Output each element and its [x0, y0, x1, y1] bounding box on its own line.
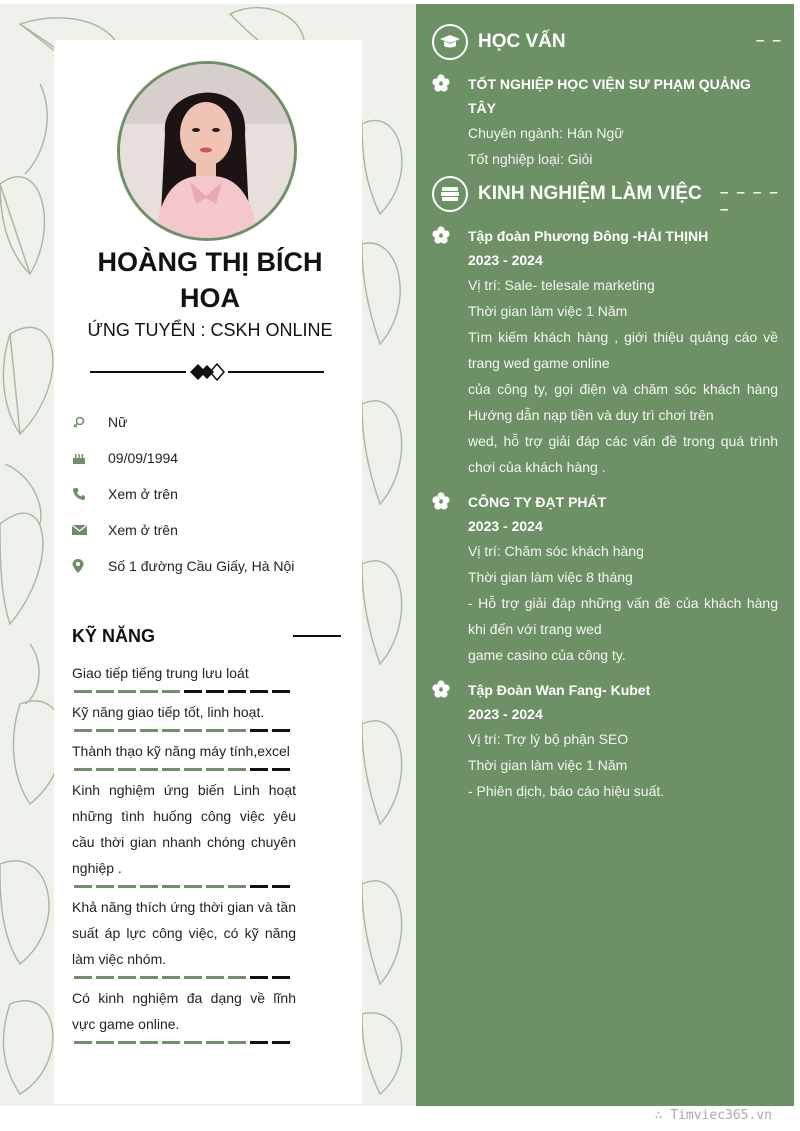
gender-value: Nữ — [108, 414, 128, 430]
skill-bar-filled — [96, 976, 114, 979]
avatar — [117, 61, 297, 241]
skill-bar-filled — [140, 768, 158, 771]
experience-title: KINH NGHIỆM LÀM VIỆC — [478, 183, 702, 204]
right-column — [416, 4, 794, 1106]
education-entry — [432, 72, 778, 172]
skill-bar-empty — [250, 976, 268, 979]
contact-list — [72, 404, 362, 584]
contact-phone — [72, 476, 362, 512]
skill-bar-filled — [96, 729, 114, 732]
skill-bar-filled — [74, 768, 92, 771]
skill-item: Có kinh nghiệm đa dạng về lĩnh vực game online. — [72, 990, 296, 1032]
email-value: Xem ở trên — [108, 522, 178, 538]
job-duration: Thời gian làm việc 1 Năm — [468, 303, 628, 319]
skill-bar-filled — [184, 1041, 202, 1044]
skill-bar-filled — [228, 1041, 246, 1044]
education-dashes: – – — [756, 32, 783, 49]
flower-bullet-icon — [432, 226, 450, 244]
skill-bar-filled — [184, 976, 202, 979]
skill-bar-filled — [162, 885, 180, 888]
experience-dashes: – – – – – — [720, 184, 780, 218]
contact-email — [72, 512, 362, 548]
skill-bar-filled — [118, 690, 136, 693]
job-description: - Hỗ trợ giải đáp những vấn đề của khách hàng khi đến với trang wed — [468, 595, 778, 637]
footer-brand: ∴ Timviec365.vn — [654, 1108, 772, 1123]
birthday-cake-icon — [72, 451, 108, 465]
contact-birthday — [72, 440, 362, 476]
job-description: game casino của công ty. — [468, 647, 626, 663]
skill-bar-filled — [74, 976, 92, 979]
map-marker-icon — [72, 559, 108, 573]
job-period: 2023 - 2024 — [468, 706, 543, 722]
skill-item: Thành thạo kỹ năng máy tính,excel — [72, 743, 290, 759]
company-name: CÔNG TY ĐẠT PHÁT — [468, 494, 607, 510]
skill-bar-empty — [272, 729, 290, 732]
skill-bar-empty — [272, 690, 290, 693]
job-duration: Thời gian làm việc 8 tháng — [468, 569, 633, 585]
skill-level-bar — [74, 885, 296, 888]
job-period: 2023 - 2024 — [468, 252, 543, 268]
skill-bar-empty — [206, 690, 224, 693]
flower-bullet-icon — [432, 492, 450, 510]
birthday-value: 09/09/1994 — [108, 450, 179, 466]
graduation-cap-icon — [432, 24, 468, 60]
skill-bar-filled — [118, 976, 136, 979]
skill-bar-filled — [228, 729, 246, 732]
job-entry — [432, 224, 778, 480]
school-name: TỐT NGHIỆP HỌC VIỆN SƯ PHẠM QUẢNG TÂY — [468, 76, 751, 116]
skill-bar-empty — [272, 768, 290, 771]
job-description: - Phiên dịch, báo cáo hiệu suất. — [468, 783, 665, 799]
skill-bar-filled — [184, 729, 202, 732]
skill-bar-filled — [162, 729, 180, 732]
skill-bar-empty — [250, 1041, 268, 1044]
skill-bar-filled — [206, 976, 224, 979]
skill-bar-filled — [96, 885, 114, 888]
skill-bar-filled — [206, 1041, 224, 1044]
applied-position: ỨNG TUYỂN : CSKH ONLINE — [87, 320, 333, 340]
skill-bar-empty — [250, 885, 268, 888]
job-description: wed, hỗ trợ giải đáp các vấn đề trong quá trình chơi của khách hàng . — [468, 433, 778, 475]
skill-level-bar — [74, 976, 296, 979]
skill-bar-filled — [96, 1041, 114, 1044]
skill-bar-filled — [74, 690, 92, 693]
skill-bar-filled — [162, 1041, 180, 1044]
skill-bar-filled — [96, 768, 114, 771]
education-header — [432, 24, 566, 60]
skill-bar-filled — [140, 1041, 158, 1044]
skill-bar-filled — [140, 885, 158, 888]
job-role: Vị trí: Sale- telesale marketing — [468, 277, 655, 293]
phone-icon — [72, 487, 108, 501]
skills-title: KỸ NĂNG — [72, 626, 156, 646]
skill-bar-filled — [140, 690, 158, 693]
phone-value: Xem ở trên — [108, 486, 178, 502]
skill-bar-filled — [162, 976, 180, 979]
address-value: Số 1 đường Cầu Giấy, Hà Nội — [108, 558, 295, 574]
job-entry — [432, 490, 778, 668]
skill-bar-filled — [74, 885, 92, 888]
skill-bar-filled — [74, 729, 92, 732]
ornament-divider — [90, 362, 324, 382]
skill-bar-empty — [250, 729, 268, 732]
skill-bar-filled — [118, 885, 136, 888]
skill-bar-filled — [184, 768, 202, 771]
skill-bar-filled — [118, 768, 136, 771]
company-name: Tập Đoàn Wan Fang- Kubet — [468, 682, 651, 698]
job-duration: Thời gian làm việc 1 Năm — [468, 757, 628, 773]
skill-item: Kỹ năng giao tiếp tốt, linh hoạt. — [72, 704, 265, 720]
skill-bar-empty — [272, 885, 290, 888]
books-icon — [432, 176, 468, 212]
skill-level-bar — [74, 1041, 296, 1044]
skill-item: Khả năng thích ứng thời gian và tần suất áp lực công việc, có kỹ năng làm việc nhóm. — [72, 899, 296, 967]
candidate-name: HOÀNG THỊ BÍCH HOA — [97, 247, 323, 313]
job-description: của công ty, gọi điện và chăm sóc khách hàng Hướng dẫn nạp tiền và duy trì chơi trên — [468, 381, 778, 423]
skill-bar-filled — [228, 885, 246, 888]
education-title: HỌC VẤN — [478, 31, 566, 52]
skill-bar-filled — [206, 729, 224, 732]
skill-bar-filled — [162, 690, 180, 693]
skill-bar-empty — [228, 690, 246, 693]
contact-gender — [72, 404, 362, 440]
skill-bar-filled — [184, 885, 202, 888]
job-entry — [432, 678, 778, 804]
skill-bar-filled — [118, 1041, 136, 1044]
skill-bar-filled — [228, 768, 246, 771]
skill-bar-filled — [140, 976, 158, 979]
job-role: Vị trí: Chăm sóc khách hàng — [468, 543, 644, 559]
skill-bar-empty — [272, 1041, 290, 1044]
skill-item: Giao tiếp tiếng trung lưu loát — [72, 665, 249, 681]
skills-list — [72, 660, 296, 1050]
skill-bar-filled — [96, 690, 114, 693]
skill-level-bar — [74, 690, 296, 693]
skill-level-bar — [74, 729, 296, 732]
flower-bullet-icon — [432, 680, 450, 698]
skill-item: Kinh nghiệm ứng biến Linh hoạt những tình huống công việc yêu cầu thời gian nhanh chóng chuyên nghiệp . — [72, 782, 296, 876]
skill-bar-filled — [206, 768, 224, 771]
skill-level-bar — [74, 768, 296, 771]
skill-bar-filled — [140, 729, 158, 732]
skill-bar-filled — [118, 729, 136, 732]
skill-bar-empty — [250, 690, 268, 693]
skill-bar-empty — [250, 768, 268, 771]
envelope-icon — [72, 524, 108, 536]
skill-bar-empty — [184, 690, 202, 693]
job-role: Vị trí: Trợ lý bộ phận SEO — [468, 731, 629, 747]
grade: Tốt nghiệp loại: Giỏi — [468, 151, 593, 167]
contact-address — [72, 548, 362, 584]
skill-bar-filled — [162, 768, 180, 771]
flower-bullet-icon — [432, 74, 450, 92]
major: Chuyên ngành: Hán Ngữ — [468, 125, 624, 141]
skill-bar-filled — [74, 1041, 92, 1044]
skills-title-line — [293, 635, 341, 637]
gender-icon — [72, 415, 108, 429]
job-description: Tìm kiếm khách hàng , giới thiệu quảng cáo về trang wed game online — [468, 329, 778, 371]
company-name: Tập đoàn Phương Đông -HẢI THỊNH — [468, 228, 709, 244]
experience-header — [432, 176, 702, 212]
skill-bar-filled — [206, 885, 224, 888]
skill-bar-filled — [228, 976, 246, 979]
job-period: 2023 - 2024 — [468, 518, 543, 534]
skill-bar-empty — [272, 976, 290, 979]
